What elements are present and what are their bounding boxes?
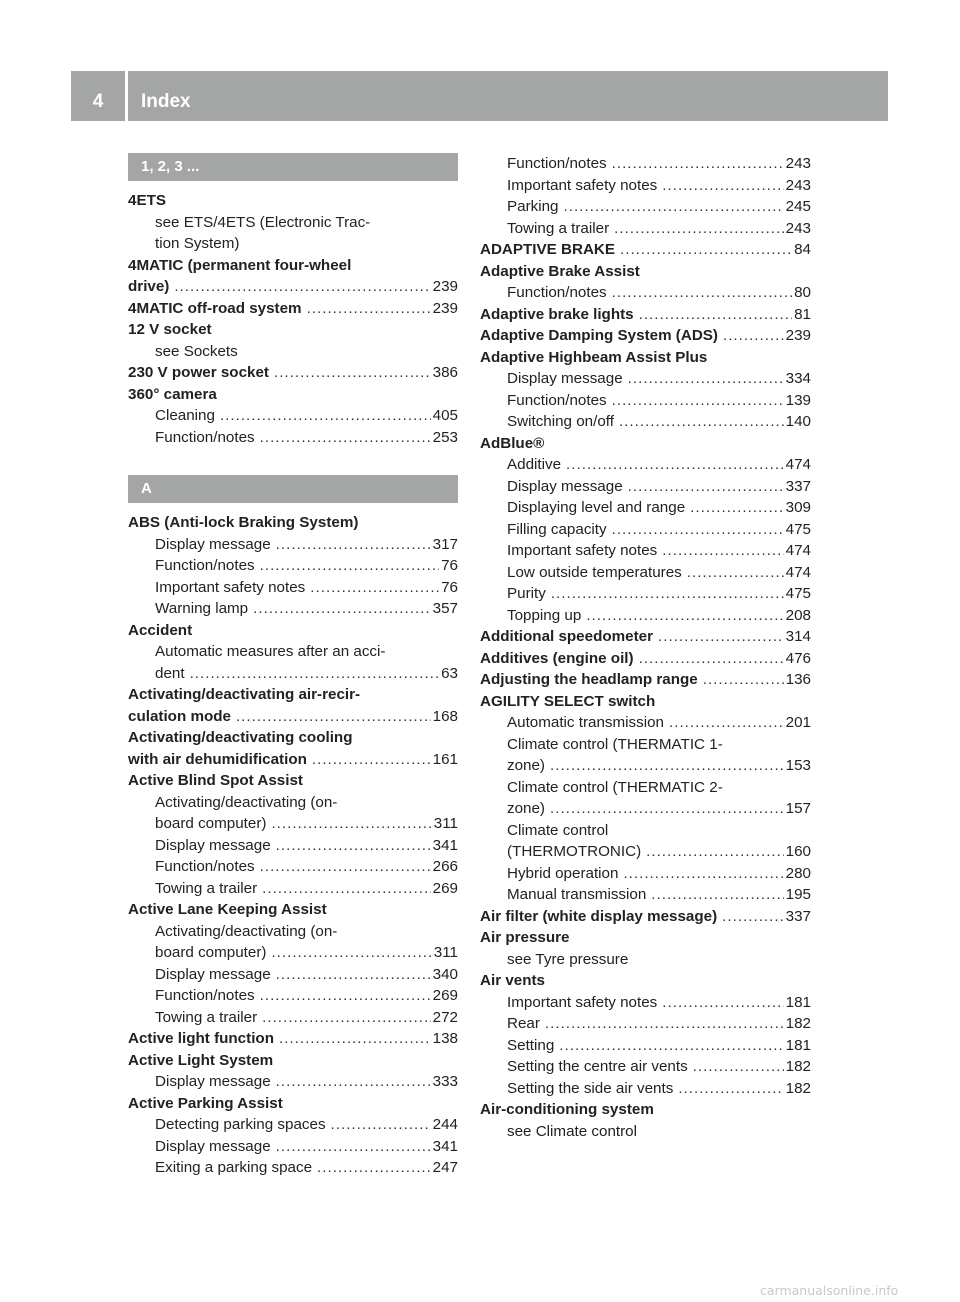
dot-leader bbox=[612, 519, 784, 541]
dot-leader bbox=[564, 196, 784, 218]
dot-leader bbox=[262, 1007, 431, 1029]
index-subentry[interactable] bbox=[480, 841, 811, 863]
index-heading: Air vents bbox=[480, 972, 545, 989]
entry-label: Automatic transmission bbox=[507, 714, 664, 731]
page-reference[interactable]: 84 bbox=[794, 241, 811, 258]
index-subentry[interactable] bbox=[480, 1035, 811, 1057]
dot-leader bbox=[260, 555, 439, 577]
index-subentry[interactable] bbox=[480, 562, 811, 584]
index-subentry[interactable] bbox=[480, 712, 811, 734]
page-title: Index bbox=[141, 91, 191, 112]
dot-leader bbox=[623, 863, 783, 885]
dot-leader bbox=[687, 562, 784, 584]
entry-label: Low outside temperatures bbox=[507, 563, 682, 581]
page-reference[interactable]: 253 bbox=[432, 428, 458, 446]
entry-label: 4MATIC off-road system bbox=[128, 299, 302, 317]
entry-label: Switching on/off bbox=[507, 413, 614, 430]
page-reference[interactable]: 475 bbox=[785, 520, 811, 538]
index-subentry[interactable] bbox=[128, 964, 458, 986]
entry-label: (THERMOTRONIC) bbox=[507, 843, 642, 860]
index-subentry-text: Climate control (THERMATIC 1- bbox=[507, 735, 723, 753]
page-reference[interactable]: 311 bbox=[433, 944, 458, 961]
dot-leader bbox=[279, 1028, 431, 1050]
entry-label: culation mode bbox=[128, 707, 231, 725]
page-reference[interactable]: 405 bbox=[432, 407, 458, 424]
page-reference[interactable]: 340 bbox=[432, 965, 458, 983]
page-reference[interactable]: 182 bbox=[785, 1058, 811, 1075]
entry-label: Warning lamp bbox=[155, 600, 249, 617]
index-subentry[interactable] bbox=[480, 884, 811, 906]
index-subentry[interactable] bbox=[128, 555, 458, 577]
index-column-left bbox=[128, 153, 458, 1179]
entry-label: drive) bbox=[128, 278, 170, 295]
page-reference[interactable]: 311 bbox=[433, 815, 458, 832]
entry-label: Function/notes bbox=[155, 987, 255, 1004]
entry-label: Adaptive brake lights bbox=[480, 305, 634, 323]
index-heading: Air pressure bbox=[480, 929, 570, 946]
dot-leader bbox=[612, 390, 784, 412]
dot-leader bbox=[260, 856, 431, 878]
page-reference[interactable]: 269 bbox=[432, 879, 458, 897]
index-heading: Activating/deactivating air-recir- bbox=[128, 686, 361, 703]
index-subentry[interactable] bbox=[128, 942, 458, 964]
index-subentry[interactable] bbox=[480, 540, 811, 562]
entry-label: Hybrid operation bbox=[507, 864, 619, 882]
index-subentry[interactable] bbox=[128, 985, 458, 1007]
entry-label: Setting the centre air vents bbox=[507, 1058, 688, 1075]
entry-label: Active light function bbox=[128, 1030, 274, 1047]
page-reference[interactable]: 309 bbox=[785, 499, 811, 516]
index-heading: ABS (Anti-lock Braking System) bbox=[128, 514, 359, 531]
dot-leader bbox=[550, 798, 784, 820]
index-subentry-text: see Sockets bbox=[155, 342, 238, 360]
entry-label: Filling capacity bbox=[507, 520, 607, 538]
entry-label: Function/notes bbox=[155, 428, 255, 446]
index-subentry-text: Automatic measures after an acci- bbox=[155, 643, 386, 660]
page-reference[interactable]: 245 bbox=[785, 198, 811, 215]
page-reference[interactable]: 168 bbox=[432, 707, 458, 725]
dot-leader bbox=[628, 476, 784, 498]
entry-label: Display message bbox=[507, 370, 623, 387]
index-heading: 360° camera bbox=[128, 385, 217, 403]
dot-leader bbox=[612, 282, 792, 304]
index-subentry[interactable] bbox=[480, 153, 811, 175]
dot-leader bbox=[693, 1056, 784, 1078]
dot-leader bbox=[723, 325, 784, 347]
dot-leader bbox=[271, 813, 431, 835]
entry-label: Important safety notes bbox=[507, 993, 658, 1011]
index-heading: Active Light System bbox=[128, 1051, 274, 1069]
dot-leader bbox=[276, 964, 431, 986]
entry-label: Adaptive Damping System (ADS) bbox=[480, 327, 718, 344]
entry-label: Displaying level and range bbox=[507, 499, 686, 516]
page-reference[interactable]: 266 bbox=[432, 858, 458, 875]
entry-label: 230 V power socket bbox=[128, 364, 269, 381]
dot-leader bbox=[253, 598, 431, 620]
section-header-a: A bbox=[128, 475, 458, 503]
watermark: carmanualsonline.info bbox=[760, 1283, 899, 1298]
header-divider bbox=[125, 71, 128, 121]
dot-leader bbox=[669, 712, 784, 734]
entry-label: Towing a trailer bbox=[507, 219, 610, 237]
dot-leader bbox=[260, 985, 431, 1007]
dot-leader bbox=[312, 749, 431, 771]
page-reference[interactable]: 474 bbox=[785, 456, 811, 473]
page-reference[interactable]: 269 bbox=[432, 987, 458, 1004]
page-reference[interactable]: 239 bbox=[432, 278, 458, 295]
index-heading: Activating/deactivating cooling bbox=[128, 729, 353, 746]
dot-leader bbox=[639, 648, 784, 670]
page-reference[interactable]: 341 bbox=[432, 1137, 458, 1155]
page-reference[interactable]: 280 bbox=[785, 864, 811, 882]
entry-label: Setting bbox=[507, 1036, 555, 1054]
entry-label: Important safety notes bbox=[155, 578, 306, 596]
dot-leader bbox=[690, 497, 784, 519]
page-reference[interactable]: 474 bbox=[785, 542, 811, 559]
page-reference[interactable]: 80 bbox=[794, 284, 811, 301]
index-subentry[interactable] bbox=[480, 454, 811, 476]
index-subentry[interactable] bbox=[128, 534, 458, 556]
dot-leader bbox=[317, 1157, 431, 1179]
dot-leader bbox=[628, 368, 784, 390]
dot-leader bbox=[545, 1013, 784, 1035]
dot-leader bbox=[236, 706, 431, 728]
dot-leader bbox=[651, 884, 783, 906]
page-reference[interactable]: 337 bbox=[785, 907, 811, 925]
index-entry[interactable] bbox=[480, 906, 811, 928]
entry-label: Function/notes bbox=[155, 557, 255, 574]
index-heading: AGILITY SELECT switch bbox=[480, 692, 656, 710]
page-reference[interactable]: 181 bbox=[785, 993, 811, 1011]
page-reference[interactable]: 476 bbox=[785, 649, 811, 667]
index-subentry[interactable] bbox=[128, 663, 458, 685]
index-entry[interactable] bbox=[480, 648, 811, 670]
index-entry[interactable] bbox=[480, 239, 811, 261]
dot-leader bbox=[331, 1114, 431, 1136]
dot-leader bbox=[559, 1035, 783, 1057]
index-subentry-text: Climate control (THERMATIC 2- bbox=[507, 778, 723, 796]
index-heading: Active Blind Spot Assist bbox=[128, 772, 303, 789]
index-subentry[interactable] bbox=[480, 798, 811, 820]
entry-label: board computer) bbox=[155, 944, 267, 961]
dot-leader bbox=[307, 298, 431, 320]
page-reference[interactable]: 139 bbox=[785, 391, 811, 409]
index-subentry[interactable] bbox=[128, 1136, 458, 1158]
index-subentry[interactable] bbox=[128, 1007, 458, 1029]
index-entry[interactable] bbox=[480, 669, 811, 691]
entry-label: Display message bbox=[155, 836, 271, 854]
page-reference[interactable]: 76 bbox=[441, 557, 458, 574]
entry-label: Setting the side air vents bbox=[507, 1079, 674, 1097]
entry-label: board computer) bbox=[155, 815, 267, 832]
index-entry[interactable] bbox=[480, 626, 811, 648]
index-entry[interactable] bbox=[128, 276, 458, 298]
page-reference[interactable]: 153 bbox=[785, 757, 811, 774]
page-reference[interactable]: 474 bbox=[785, 563, 811, 581]
page-reference[interactable]: 244 bbox=[432, 1116, 458, 1133]
index-entry[interactable] bbox=[128, 749, 458, 771]
page-reference[interactable]: 239 bbox=[432, 299, 458, 317]
index-subentry[interactable] bbox=[128, 856, 458, 878]
entry-label: Towing a trailer bbox=[155, 1008, 258, 1026]
page-reference[interactable]: 195 bbox=[785, 886, 811, 903]
index-subentry[interactable] bbox=[128, 813, 458, 835]
index-heading: Accident bbox=[128, 621, 193, 639]
entry-label: Cleaning bbox=[155, 407, 215, 424]
index-subentry[interactable] bbox=[480, 519, 811, 541]
index-subentry[interactable] bbox=[480, 175, 811, 197]
index-heading: AdBlue® bbox=[480, 434, 545, 452]
dot-leader bbox=[662, 175, 783, 197]
page-reference[interactable]: 475 bbox=[785, 585, 811, 602]
index-subentry-text: tion System) bbox=[155, 235, 240, 252]
dot-leader bbox=[276, 1136, 431, 1158]
page-number: 4 bbox=[92, 91, 104, 112]
index-subentry[interactable] bbox=[480, 1056, 811, 1078]
dot-leader bbox=[310, 577, 439, 599]
section-spacer bbox=[128, 448, 458, 475]
dot-leader bbox=[612, 153, 784, 175]
entry-label: Function/notes bbox=[507, 155, 607, 172]
page-reference[interactable]: 317 bbox=[432, 535, 458, 553]
index-heading: Adaptive Highbeam Assist Plus bbox=[480, 348, 708, 366]
entry-label: zone) bbox=[507, 757, 545, 774]
index-entry[interactable] bbox=[480, 304, 811, 326]
index-heading: 4MATIC (permanent four-wheel bbox=[128, 256, 352, 274]
dot-leader bbox=[551, 583, 784, 605]
page-reference[interactable]: 337 bbox=[785, 477, 811, 495]
page-reference[interactable]: 341 bbox=[432, 836, 458, 854]
index-subentry[interactable] bbox=[128, 1071, 458, 1093]
entry-label: Topping up bbox=[507, 606, 582, 624]
index-heading: Adaptive Brake Assist bbox=[480, 262, 640, 280]
dot-leader bbox=[276, 534, 431, 556]
index-subentry-text: Activating/deactivating (on- bbox=[155, 922, 338, 940]
entry-label: Function/notes bbox=[155, 858, 255, 875]
index-subentry[interactable] bbox=[480, 583, 811, 605]
page-reference[interactable]: 208 bbox=[785, 606, 811, 624]
entry-label: zone) bbox=[507, 800, 545, 817]
page-reference[interactable]: 314 bbox=[785, 628, 811, 645]
index-heading: Active Lane Keeping Assist bbox=[128, 901, 327, 918]
page-reference[interactable]: 138 bbox=[432, 1030, 458, 1047]
index-subentry[interactable] bbox=[128, 577, 458, 599]
index-subentry-text: Activating/deactivating (on- bbox=[155, 793, 338, 811]
page-reference[interactable]: 160 bbox=[785, 843, 811, 860]
entry-label: Parking bbox=[507, 198, 559, 215]
page-reference[interactable]: 272 bbox=[432, 1008, 458, 1026]
page-reference[interactable]: 357 bbox=[432, 600, 458, 617]
page-reference[interactable]: 247 bbox=[432, 1159, 458, 1176]
page-reference[interactable]: 140 bbox=[785, 413, 811, 430]
page-reference[interactable]: 161 bbox=[432, 750, 458, 768]
index-column-right bbox=[480, 153, 811, 1142]
index-subentry[interactable] bbox=[480, 476, 811, 498]
index-entry[interactable] bbox=[480, 325, 811, 347]
dot-leader bbox=[190, 663, 440, 685]
entry-label: Important safety notes bbox=[507, 176, 658, 194]
entry-label: with air dehumidification bbox=[128, 750, 307, 768]
page-reference[interactable]: 76 bbox=[441, 578, 458, 596]
page-header bbox=[71, 71, 888, 121]
dot-leader bbox=[260, 427, 431, 449]
index-entry[interactable] bbox=[128, 362, 458, 384]
dot-leader bbox=[722, 906, 783, 928]
page-reference[interactable]: 182 bbox=[785, 1015, 811, 1032]
dot-leader bbox=[586, 605, 783, 627]
index-subentry[interactable] bbox=[480, 863, 811, 885]
entry-label: Additives (engine oil) bbox=[480, 649, 634, 667]
entry-label: Display message bbox=[507, 477, 623, 495]
entry-label: Detecting parking spaces bbox=[155, 1116, 326, 1133]
entry-label: Display message bbox=[155, 1073, 271, 1090]
entry-label: dent bbox=[155, 664, 185, 682]
entry-label: Display message bbox=[155, 1137, 271, 1155]
index-subentry[interactable] bbox=[480, 1078, 811, 1100]
page-reference[interactable]: 63 bbox=[441, 664, 458, 682]
page-reference[interactable]: 243 bbox=[785, 155, 811, 172]
entry-label: Display message bbox=[155, 965, 271, 983]
index-subentry-text: Climate control bbox=[507, 821, 609, 839]
page-reference[interactable]: 81 bbox=[794, 305, 811, 323]
entry-label: Rear bbox=[507, 1015, 540, 1032]
index-subentry[interactable] bbox=[480, 755, 811, 777]
index-entry[interactable] bbox=[128, 298, 458, 320]
entry-label: Exiting a parking space bbox=[155, 1159, 313, 1176]
entry-label: Function/notes bbox=[507, 284, 607, 301]
page-reference[interactable]: 333 bbox=[432, 1073, 458, 1090]
page-reference[interactable]: 181 bbox=[785, 1036, 811, 1054]
index-subentry[interactable] bbox=[480, 1013, 811, 1035]
dot-leader bbox=[276, 835, 431, 857]
entry-label: Purity bbox=[507, 585, 546, 602]
index-subentry[interactable] bbox=[128, 427, 458, 449]
index-subentry[interactable] bbox=[128, 405, 458, 427]
entry-label: Display message bbox=[155, 535, 271, 553]
page-reference[interactable]: 136 bbox=[785, 671, 811, 688]
entry-label: Function/notes bbox=[507, 391, 607, 409]
dot-leader bbox=[276, 1071, 431, 1093]
index-subentry[interactable] bbox=[480, 282, 811, 304]
dot-leader bbox=[620, 239, 792, 261]
page-reference[interactable]: 201 bbox=[785, 714, 811, 731]
index-entry[interactable] bbox=[128, 1028, 458, 1050]
index-heading: 4ETS bbox=[128, 192, 166, 209]
entry-label: Additional speedometer bbox=[480, 628, 653, 645]
index-subentry-text: see Tyre pressure bbox=[507, 950, 629, 968]
index-subentry[interactable] bbox=[480, 368, 811, 390]
index-subentry[interactable] bbox=[480, 605, 811, 627]
page-reference[interactable]: 239 bbox=[785, 327, 811, 344]
index-entry[interactable] bbox=[128, 706, 458, 728]
dot-leader bbox=[662, 992, 783, 1014]
dot-leader bbox=[274, 362, 431, 384]
page-reference[interactable]: 243 bbox=[785, 176, 811, 194]
dot-leader bbox=[220, 405, 431, 427]
index-subentry[interactable] bbox=[128, 835, 458, 857]
dot-leader bbox=[262, 878, 431, 900]
index-heading: Air-conditioning system bbox=[480, 1101, 654, 1118]
dot-leader bbox=[619, 411, 784, 433]
page-reference[interactable]: 182 bbox=[785, 1079, 811, 1097]
index-subentry[interactable] bbox=[480, 411, 811, 433]
page-reference[interactable]: 243 bbox=[785, 219, 811, 237]
dot-leader bbox=[174, 276, 430, 298]
dot-leader bbox=[550, 755, 784, 777]
entry-label: ADAPTIVE BRAKE bbox=[480, 241, 616, 258]
entry-label: Adjusting the headlamp range bbox=[480, 671, 698, 688]
index-subentry[interactable] bbox=[480, 196, 811, 218]
dot-leader bbox=[566, 454, 784, 476]
dot-leader bbox=[614, 218, 784, 240]
index-subentry[interactable] bbox=[480, 497, 811, 519]
index-subentry[interactable] bbox=[128, 598, 458, 620]
page-reference[interactable]: 334 bbox=[785, 370, 811, 387]
dot-leader bbox=[639, 304, 792, 326]
dot-leader bbox=[678, 1078, 783, 1100]
index-subentry[interactable] bbox=[128, 1114, 458, 1136]
entry-label: Towing a trailer bbox=[155, 879, 258, 897]
index-subentry[interactable] bbox=[480, 992, 811, 1014]
entry-label: Manual transmission bbox=[507, 886, 647, 903]
dot-leader bbox=[658, 626, 784, 648]
dot-leader bbox=[646, 841, 784, 863]
index-subentry[interactable] bbox=[128, 878, 458, 900]
entry-label: Additive bbox=[507, 456, 562, 473]
dot-leader bbox=[271, 942, 431, 964]
index-subentry-text: see Climate control bbox=[507, 1122, 637, 1140]
dot-leader bbox=[703, 669, 784, 691]
page-reference[interactable]: 386 bbox=[432, 364, 458, 381]
index-subentry[interactable] bbox=[128, 1157, 458, 1179]
section-header-1-2-3: 1, 2, 3 ... bbox=[128, 153, 458, 181]
index-subentry[interactable] bbox=[480, 390, 811, 412]
index-heading: 12 V socket bbox=[128, 321, 212, 338]
page-reference[interactable]: 157 bbox=[785, 800, 811, 817]
entry-label: Important safety notes bbox=[507, 542, 658, 559]
entry-label: Air filter (white display message) bbox=[480, 907, 718, 925]
index-subentry-text: see ETS/4ETS (Electronic Trac- bbox=[155, 213, 371, 231]
index-subentry[interactable] bbox=[480, 218, 811, 240]
dot-leader bbox=[662, 540, 783, 562]
index-heading: Active Parking Assist bbox=[128, 1094, 283, 1112]
